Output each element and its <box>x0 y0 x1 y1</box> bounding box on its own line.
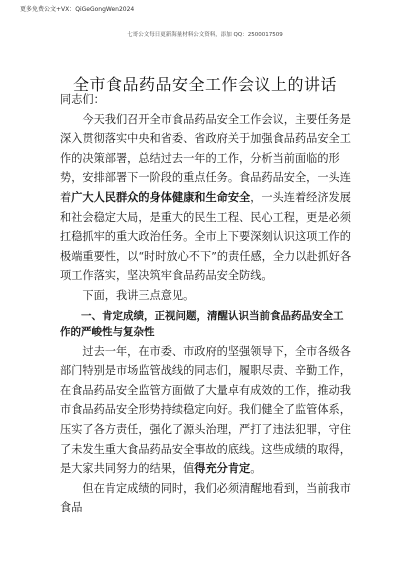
promo-header: 更多免费公文+VX：QiGeGongWen2024 <box>20 6 135 13</box>
document-title: 全市食品药品安全工作会议上的讲话 <box>72 75 337 94</box>
paragraph-outline: 下面，我讲三点意见。 <box>82 288 195 302</box>
salutation: 同志们： <box>60 93 105 106</box>
notice-header: 七哥公文每日更新海量材料公文资料，添加 QQ：2500017509 <box>127 32 283 38</box>
section-heading-1: 一、肯定成绩，正视问题，清醒认识当前食品药品安全工作的严峻性与复杂性 <box>60 309 344 338</box>
emphasis-text: 得充分肯定 <box>194 462 251 476</box>
emphasis-text: 广大人民群众的身体健康和生命安全 <box>71 190 251 204</box>
paragraph-text: 过去一年，在市委、市政府的坚强领导下，全市各级各部门特别是市场监管战线的同志们，履职尽责、辛勤工作，在食品药品安全监管方面做了大量卓有成效的工作，推动我市食品药品安全形势持续稳定向好。我们健全了监管体系，压实了各方责任，强化了源头治理，严打了违法犯罪，守住了未发生重大食品药品安全事故的底线。这些成绩的取得，是大家共同努力的结果，值 <box>60 344 351 476</box>
paragraph-text: 。 <box>250 462 262 476</box>
paragraph-achievements <box>60 342 352 479</box>
paragraph-intro <box>60 110 352 286</box>
paragraph-text: 今天我们召开全市食品药品安全工作会议，主要任务是深入贯彻落实中央和省委、省政府关于加强食品药品安全工作的决策部署，总结过去一年的工作，分析当前面临的形势，安排部署下一阶段的重点任务。食品药品安全，一头连着 <box>60 112 351 204</box>
paragraph-problems: 但在肯定成绩的同时，我们必须清醒地看到，当前我市食品 <box>60 481 351 515</box>
paragraph-text: ，一头连着经济发展和社会稳定大局，是重大的民生工程、民心工程，更是必须扛稳抓牢的重大政治任务。全市上下要深刻认识这项工作的极端重要性，以“时时放心不下”的责任感，全力以赴抓好各项工作落实，坚决筑牢食品药品安全防线。 <box>60 190 352 283</box>
document-body <box>60 90 352 518</box>
